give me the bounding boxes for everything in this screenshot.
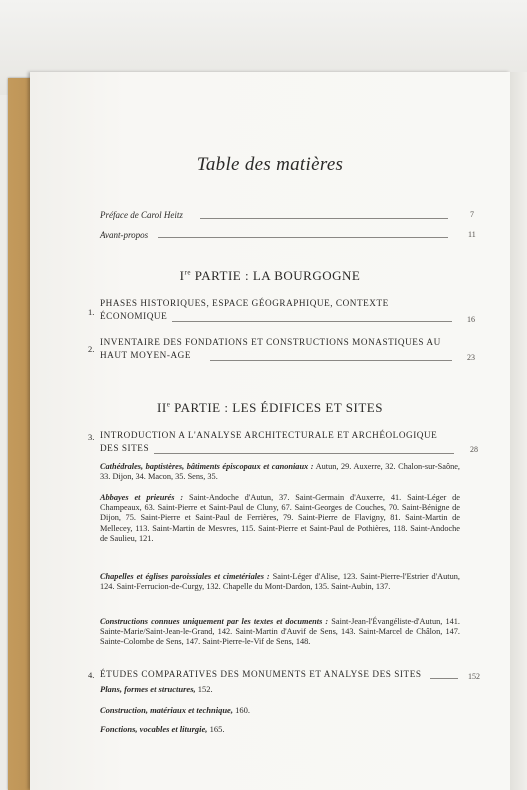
toc-entry-preface: Préface de Carol Heitz (100, 210, 183, 220)
toc-entry-1-line2: ÉCONOMIQUE (100, 311, 168, 321)
toc-entry-2-line1: INVENTAIRE DES FONDATIONS ET CONSTRUCTIONS MONASTIQUES AU (100, 337, 441, 347)
toc-entry-4-line1: ÉTUDES COMPARATIVES DES MONUMENTS ET ANALYSE DES SITES (100, 669, 422, 679)
toc-entry-avant-propos: Avant-propos (100, 230, 149, 240)
leader-line (154, 453, 454, 454)
leader-line (210, 360, 452, 361)
page-number: 16 (467, 315, 475, 324)
page-number: 7 (470, 210, 474, 219)
toc-entry-3-line2: DES SITES (100, 443, 150, 453)
section-abbayes: Abbayes et prieurés : Saint-Andoche d'Autun, 37. Saint-Germain d'Auxerre, 41. Saint-Léger de Champeaux, 63. Saint-Pierre et Saint-Paul de Cluny, 67. Saint-Georges de Couches, 70. Saint-Bénigne de Dijon, 75. Saint-Pierre et Saint-Paul de Ferrières, 79. Saint-Pierre de Flavigny, 81. Saint-Martin de Mellecey, 113. Saint-Martin de Mesvres, 115. Saint-Pierre et Saint-Paul de Pothières, 118. Saint-Andoche de Saulieu, 121. (100, 493, 460, 543)
page-number: 11 (468, 230, 476, 239)
page-number: 28 (470, 445, 478, 454)
leader-line (172, 321, 452, 322)
section-construction: Construction, matériaux et technique, 160. (100, 705, 250, 715)
section-fonctions: Fonctions, vocables et liturgie, 165. (100, 724, 225, 734)
part-heading-1: Ire PARTIE : LA BOURGOGNE (179, 268, 361, 283)
section-constructions: Constructions connues uniquement par les textes et documents : Saint-Jean-l'Évangéliste-d'Autun, 141. Sainte-Marie/Saint-Jean-le-Grand, 142. Saint-Martin d'Auvif de Sens, 143. Saint-Marcel de Châlon, 147. Sainte-Colombe de Sens, 147. Saint-Pierre-le-Vif de Sens, 148. (100, 617, 460, 647)
toc-entry-3-line1: INTRODUCTION A L'ANALYSE ARCHITECTURALE ET ARCHÉOLOGIQUE (100, 430, 438, 440)
page-title: Table des matières (196, 154, 344, 175)
part-heading-2: IIe PARTIE : LES ÉDIFICES ET SITES (157, 400, 383, 415)
section-chapelles: Chapelles et églises paroissiales et cimetériales : Saint-Léger d'Alise, 123. Saint-Pierre-l'Estrier d'Autun, 124. Saint-Ferrucion-de-Curgy, 132. Chapelle du Mont-Dardon, 135. Saint-Aubin, 137. (100, 572, 460, 592)
item-number: 1. (88, 307, 95, 317)
section-cathedrales: Cathédrales, baptistères, bâtiments épiscopaux et canoniaux : Autun, 29. Auxerre, 32. Chalon-sur-Saône, 33. Dijon, 34. Macon, 35. Sens, 35. (100, 462, 461, 482)
section-plans: Plans, formes et structures, 152. (100, 684, 213, 694)
leader-line (158, 237, 448, 238)
leader-line (200, 218, 448, 219)
page-number: 23 (467, 353, 475, 362)
page-number: 152 (468, 672, 480, 681)
item-number: 4. (88, 670, 95, 680)
page-edge (510, 72, 527, 790)
toc-entry-2-line2: HAUT MOYEN-AGE (100, 350, 191, 360)
book-page (30, 72, 510, 790)
item-number: 2. (88, 344, 95, 354)
item-number: 3. (88, 432, 95, 442)
toc-entry-1-line1: PHASES HISTORIQUES, ESPACE GÉOGRAPHIQUE, CONTEXTE (100, 298, 389, 308)
leader-line (430, 678, 458, 679)
